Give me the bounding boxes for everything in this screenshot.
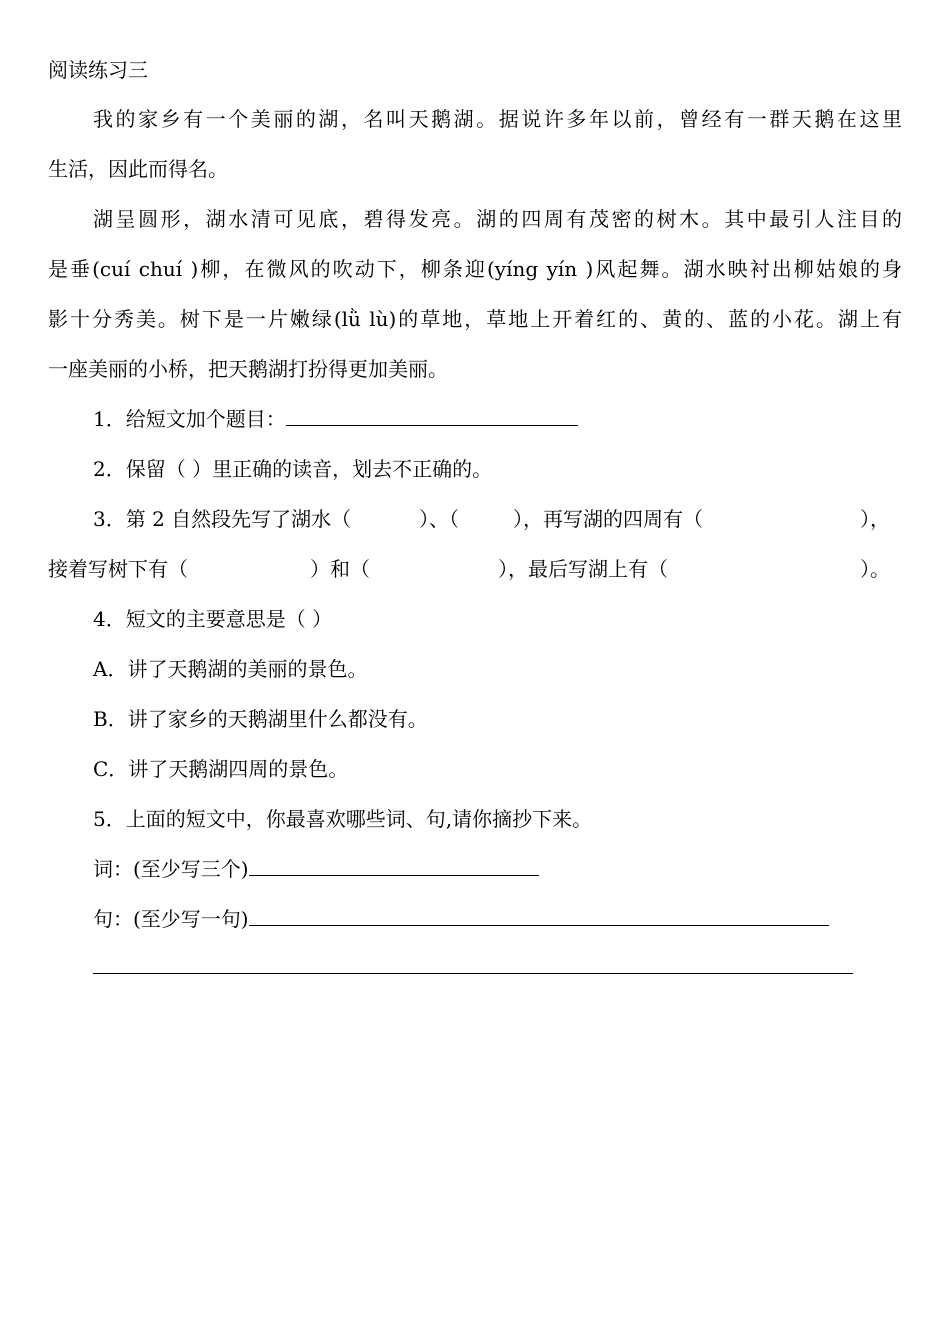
question-3-part-h: ）。	[860, 557, 890, 581]
question-1-text: 1．给短文加个题目：	[93, 407, 286, 431]
passage-paragraph-2-line-3: 影十分秀美。树下是一片嫩绿(lǜ lù)的草地，草地上开着红的、黄的、蓝的小花。湖上有	[48, 307, 902, 331]
question-1-answer-blank[interactable]	[286, 405, 578, 426]
question-4-option-c: C．讲了天鹅湖四周的景色。	[93, 757, 349, 781]
passage-paragraph-1-line-1: 我的家乡有一个美丽的湖，名叫天鹅湖。据说许多年以前，曾经有一群天鹅在这里	[93, 107, 902, 131]
question-5-sentence	[93, 905, 829, 933]
question-5-words	[93, 855, 539, 883]
question-3-line-2	[48, 555, 902, 583]
question-5-words-label: 词：(至少写三个)	[93, 857, 249, 881]
question-2: 2．保留（ ）里正确的读音，划去不正确的。	[93, 457, 493, 481]
question-3-part-g: ），最后写湖上有（	[498, 557, 668, 581]
passage-paragraph-2-line-1: 湖呈圆形，湖水清可见底，碧得发亮。湖的四周有茂密的树木。其中最引人注目的	[93, 207, 902, 231]
question-3-part-b: ）、（	[419, 507, 459, 531]
question-5-sentence-blank[interactable]	[249, 905, 829, 926]
question-1	[93, 405, 578, 433]
passage-paragraph-2-line-2: 是垂(cuí chuí )柳，在微风的吹动下，柳条迎(yíng yín )风起舞。湖水映衬出柳姑娘的身	[48, 257, 902, 281]
question-3-part-f: ）和（	[310, 557, 370, 581]
worksheet-title: 阅读练习三	[48, 58, 148, 82]
question-3-part-c: ），再写湖的四周有（	[513, 507, 703, 531]
question-3-part-d: ），	[860, 507, 890, 531]
question-3-part-a: 3．第 2 自然段先写了湖水（	[93, 507, 352, 531]
question-5-extra-answer-line[interactable]	[93, 973, 853, 974]
question-5-sentence-label: 句：(至少写一句)	[93, 907, 249, 931]
question-5-words-blank[interactable]	[249, 855, 539, 876]
question-4-option-b: B．讲了家乡的天鹅湖里什么都没有。	[93, 707, 428, 731]
question-4-option-a: A．讲了天鹅湖的美丽的景色。	[93, 657, 368, 681]
question-4: 4．短文的主要意思是（ ）	[93, 607, 333, 631]
question-5: 5．上面的短文中，你最喜欢哪些词、句,请你摘抄下来。	[93, 807, 593, 831]
question-3-line-1	[93, 505, 902, 533]
passage-paragraph-1-line-2: 生活，因此而得名。	[48, 157, 228, 181]
passage-paragraph-2-line-4: 一座美丽的小桥，把天鹅湖打扮得更加美丽。	[48, 357, 448, 381]
question-3-part-e: 接着写树下有（	[48, 557, 188, 581]
